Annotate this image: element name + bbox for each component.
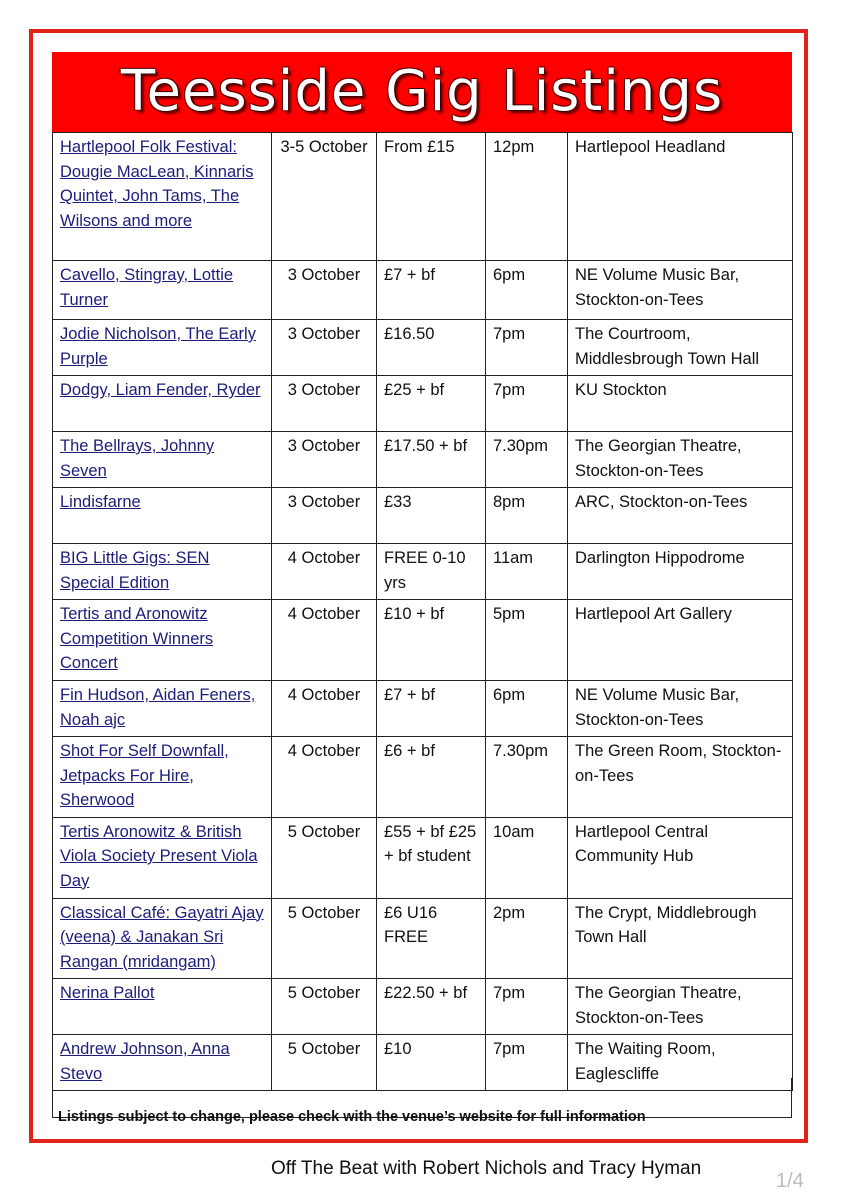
listing-date-cell [272, 979, 377, 1035]
listing-venue-text: Hartlepool Headland [575, 138, 726, 156]
listing-time-text: 2pm [493, 903, 526, 922]
listing-venue-text: The Crypt, Middlebrough Town Hall [575, 903, 757, 946]
listing-act-cell [53, 979, 272, 1035]
listing-time-text: 10am [493, 822, 535, 841]
listing-price-text: £16.50 [384, 325, 435, 343]
listing-time-cell [486, 737, 568, 818]
listing-act-link[interactable]: The Bellrays, Johnny Seven [60, 437, 215, 480]
listing-act-cell [53, 544, 272, 600]
listing-time-text: 6pm [493, 686, 526, 704]
listing-row [53, 898, 793, 979]
listing-price-cell [377, 600, 486, 681]
listing-time-cell [486, 133, 568, 261]
listing-date-text: 4 October [287, 742, 361, 760]
listing-row [53, 600, 793, 681]
listing-time-text: 8pm [493, 493, 526, 511]
listing-price-text: £6 U16 FREE [384, 903, 438, 946]
listing-time-text: 6pm [493, 266, 526, 284]
listing-time-cell [486, 488, 568, 544]
page-title: Teesside Gig Listings [120, 59, 724, 124]
listing-row [53, 320, 793, 376]
listing-date-text: 4 October [287, 549, 361, 567]
listing-act-cell [53, 320, 272, 376]
listing-time-cell [486, 261, 568, 320]
listing-act-cell [53, 488, 272, 544]
listing-date-text: 5 October [287, 1040, 361, 1058]
listing-time-text: 12pm [493, 138, 535, 156]
listing-price-cell [377, 376, 486, 432]
listing-date-text: 5 October [287, 822, 361, 841]
listing-act-cell [53, 737, 272, 818]
listing-act-cell [53, 133, 272, 261]
listing-venue-cell [568, 133, 793, 261]
listing-date-cell [272, 737, 377, 818]
listing-time-text: 7pm [493, 1040, 526, 1058]
listing-act-link[interactable]: Andrew Johnson, Anna Stevo [60, 1040, 230, 1083]
listing-act-link[interactable]: Cavello, Stingray, Lottie Turner [60, 266, 234, 309]
listing-price-text: £10 + bf [384, 605, 445, 623]
listing-date-cell [272, 320, 377, 376]
listing-price-text: £7 + bf [384, 686, 435, 704]
listing-venue-text: The Waiting Room, Eaglescliffe [575, 1040, 716, 1083]
listing-venue-cell [568, 320, 793, 376]
listing-venue-cell [568, 898, 793, 979]
listing-venue-cell [568, 261, 793, 320]
listing-venue-cell [568, 979, 793, 1035]
listing-venue-text: The Courtroom, Middlesbrough Town Hall [575, 325, 760, 368]
listing-price-text: £55 + bf £25 + bf student [384, 822, 477, 865]
listing-row [53, 681, 793, 737]
listing-venue-text: NE Volume Music Bar, Stockton-on-Tees [575, 266, 740, 309]
page-number: 1/4 [776, 1170, 804, 1192]
listing-time-text: 7pm [493, 381, 526, 399]
disclaimer-text: Listings subject to change, please check with the venue’s website for full information [58, 1109, 646, 1125]
listing-act-cell [53, 817, 272, 898]
listing-time-cell [486, 898, 568, 979]
listing-time-cell [486, 681, 568, 737]
listing-price-text: £22.50 + bf [384, 984, 468, 1002]
listing-row [53, 817, 793, 898]
listing-act-cell [53, 261, 272, 320]
listing-act-link[interactable]: Hartlepool Folk Festival: Dougie MacLean, Kinnaris Quintet, John Tams, The Wilsons and more [60, 138, 254, 230]
listing-time-cell [486, 817, 568, 898]
listing-date-cell [272, 600, 377, 681]
listing-date-text: 3-5 October [280, 138, 368, 156]
listing-price-cell [377, 320, 486, 376]
listing-price-cell [377, 261, 486, 320]
listing-time-cell [486, 979, 568, 1035]
listing-venue-cell [568, 737, 793, 818]
listing-venue-cell [568, 600, 793, 681]
listing-venue-cell [568, 817, 793, 898]
listing-venue-text: The Green Room, Stockton-on-Tees [575, 742, 782, 785]
listing-date-text: 4 October [287, 686, 361, 704]
listing-venue-text: KU Stockton [575, 381, 667, 399]
listing-venue-cell [568, 488, 793, 544]
listing-date-cell [272, 261, 377, 320]
listing-date-cell [272, 432, 377, 488]
listing-time-cell [486, 320, 568, 376]
listing-row [53, 133, 793, 261]
listing-row [53, 261, 793, 320]
listing-venue-text: ARC, Stockton-on-Tees [575, 493, 748, 511]
listing-act-link[interactable]: Lindisfarne [60, 493, 141, 511]
listing-date-text: 3 October [287, 493, 361, 511]
listing-venue-cell [568, 376, 793, 432]
listing-venue-text: Hartlepool Central Community Hub [575, 822, 708, 865]
listing-venue-text: NE Volume Music Bar, Stockton-on-Tees [575, 686, 740, 729]
listing-venue-text: Darlington Hippodrome [575, 549, 745, 567]
listing-date-cell [272, 544, 377, 600]
listing-price-cell [377, 488, 486, 544]
credit-text: Off The Beat with Robert Nichols and Tracy Hyman [271, 1158, 702, 1179]
listing-date-text: 3 October [287, 325, 361, 343]
listing-time-cell [486, 376, 568, 432]
listing-venue-text: The Georgian Theatre, Stockton-on-Tees [575, 437, 742, 480]
listing-time-cell [486, 432, 568, 488]
listing-date-text: 3 October [287, 381, 361, 399]
listing-time-cell [486, 600, 568, 681]
listing-act-link[interactable]: Fin Hudson, Aidan Feners, Noah ajc [60, 686, 256, 729]
listing-time-text: 11am [493, 549, 534, 567]
listing-date-text: 3 October [287, 266, 361, 284]
listing-venue-cell [568, 681, 793, 737]
listing-venue-cell [568, 432, 793, 488]
listing-act-cell [53, 898, 272, 979]
listing-date-cell [272, 488, 377, 544]
listing-date-cell [272, 898, 377, 979]
listing-act-link[interactable]: Tertis Aronowitz & British Viola Society Present Viola Day [60, 822, 258, 890]
listing-price-text: From £15 [384, 138, 455, 156]
listing-row [53, 432, 793, 488]
listing-act-link[interactable]: Jodie Nicholson, The Early Purple [60, 325, 256, 368]
listing-price-cell [377, 898, 486, 979]
listing-act-cell [53, 681, 272, 737]
listing-row [53, 737, 793, 818]
listing-time-text: 7.30pm [493, 742, 549, 760]
listing-date-cell [272, 133, 377, 261]
listing-date-text: 5 October [287, 984, 361, 1002]
listing-act-link[interactable]: Dodgy, Liam Fender, Ryder [60, 381, 261, 399]
listing-price-cell [377, 544, 486, 600]
listing-price-text: £17.50 + bf [384, 437, 468, 455]
listing-act-link[interactable]: Classical Café: Gayatri Ajay (veena) & Janakan Sri Rangan (mridangam) [60, 903, 264, 971]
listing-price-text: £6 + bf [384, 742, 435, 760]
listing-price-cell [377, 432, 486, 488]
listing-date-text: 3 October [287, 437, 361, 455]
listing-price-cell [377, 133, 486, 261]
listing-price-cell [377, 979, 486, 1035]
listing-act-cell [53, 432, 272, 488]
listing-row [53, 488, 793, 544]
listing-price-text: £33 [384, 493, 412, 511]
listing-price-cell [377, 681, 486, 737]
listing-date-cell [272, 376, 377, 432]
listing-price-cell [377, 737, 486, 818]
listing-time-text: 5pm [493, 605, 526, 623]
listing-price-text: £10 [384, 1040, 412, 1058]
listing-price-text: £7 + bf [384, 266, 435, 284]
listing-act-cell [53, 376, 272, 432]
listing-row [53, 376, 793, 432]
listing-act-link[interactable]: Tertis and Aronowitz Competition Winners Concert [60, 605, 214, 672]
listing-act-link[interactable]: BIG Little Gigs: SEN Special Edition [60, 549, 210, 592]
listing-time-cell [486, 544, 568, 600]
title-banner [52, 52, 792, 132]
listing-date-text: 4 October [287, 605, 361, 623]
listing-venue-text: Hartlepool Art Gallery [575, 605, 732, 623]
listing-date-text: 5 October [287, 903, 361, 922]
listing-price-text: £25 + bf [384, 381, 445, 399]
listing-price-text: FREE 0-10 yrs [384, 549, 466, 592]
listing-venue-cell [568, 544, 793, 600]
listing-time-text: 7.30pm [493, 437, 549, 455]
listing-act-link[interactable]: Shot For Self Downfall, Jetpacks For Hire, Sherwood [60, 742, 229, 809]
listing-time-text: 7pm [493, 325, 526, 343]
listing-act-link[interactable]: Nerina Pallot [60, 984, 155, 1002]
gig-listings-table [52, 132, 793, 1091]
listing-row [53, 544, 793, 600]
listing-time-text: 7pm [493, 984, 526, 1002]
listing-row [53, 979, 793, 1035]
listing-act-cell [53, 600, 272, 681]
listing-date-cell [272, 681, 377, 737]
listing-venue-text: The Georgian Theatre, Stockton-on-Tees [575, 984, 742, 1027]
listing-price-cell [377, 817, 486, 898]
listing-date-cell [272, 817, 377, 898]
